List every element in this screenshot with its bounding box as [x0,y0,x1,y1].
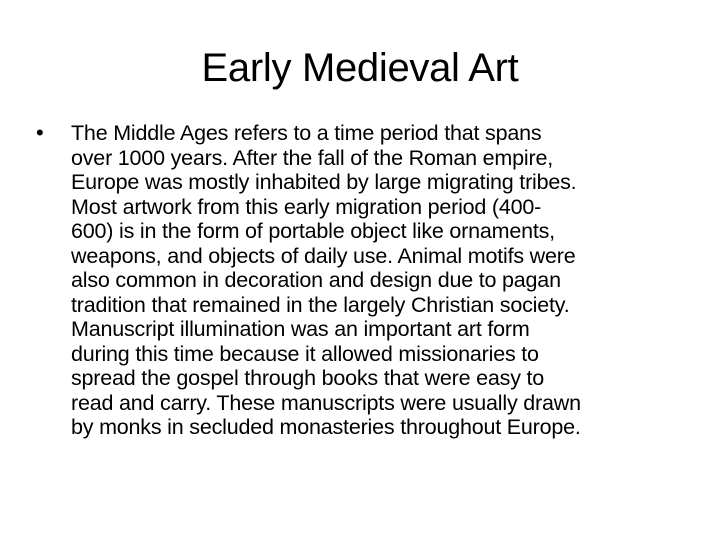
bullet-line: spread the gospel through books that were easy to [71,366,545,390]
bullet-marker: • [36,120,44,145]
bullet-line: over 1000 years. After the fall of the Roman empire, [71,145,553,170]
bullet-item [36,121,684,440]
bullet-line: during this time because it allowed missionaries to [71,341,539,366]
slide-body [36,121,684,440]
bullet-line: Manuscript illumination was an important art form [71,317,530,341]
bullet-line: tradition that remained in the largely Christian society. [71,292,570,317]
bullet-line: 600) is in the form of portable object like ornaments, [71,219,555,243]
bullet-line: Europe was mostly inhabited by large migrating tribes. [71,170,577,194]
bullet-text [71,121,684,440]
bullet-line: by monks in secluded monasteries throughout Europe. [71,415,581,439]
bullet-line: also common in decoration and design due to pagan [71,268,561,292]
bullet-line: Most artwork from this early migration period (400- [71,194,542,219]
bullet-line: The Middle Ages refers to a time period that spans [71,121,542,145]
bullet-line: read and carry. These manuscripts were usually drawn [71,390,581,415]
slide-title: Early Medieval Art [201,46,519,90]
bullet-line: weapons, and objects of daily use. Animal motifs were [71,243,576,268]
